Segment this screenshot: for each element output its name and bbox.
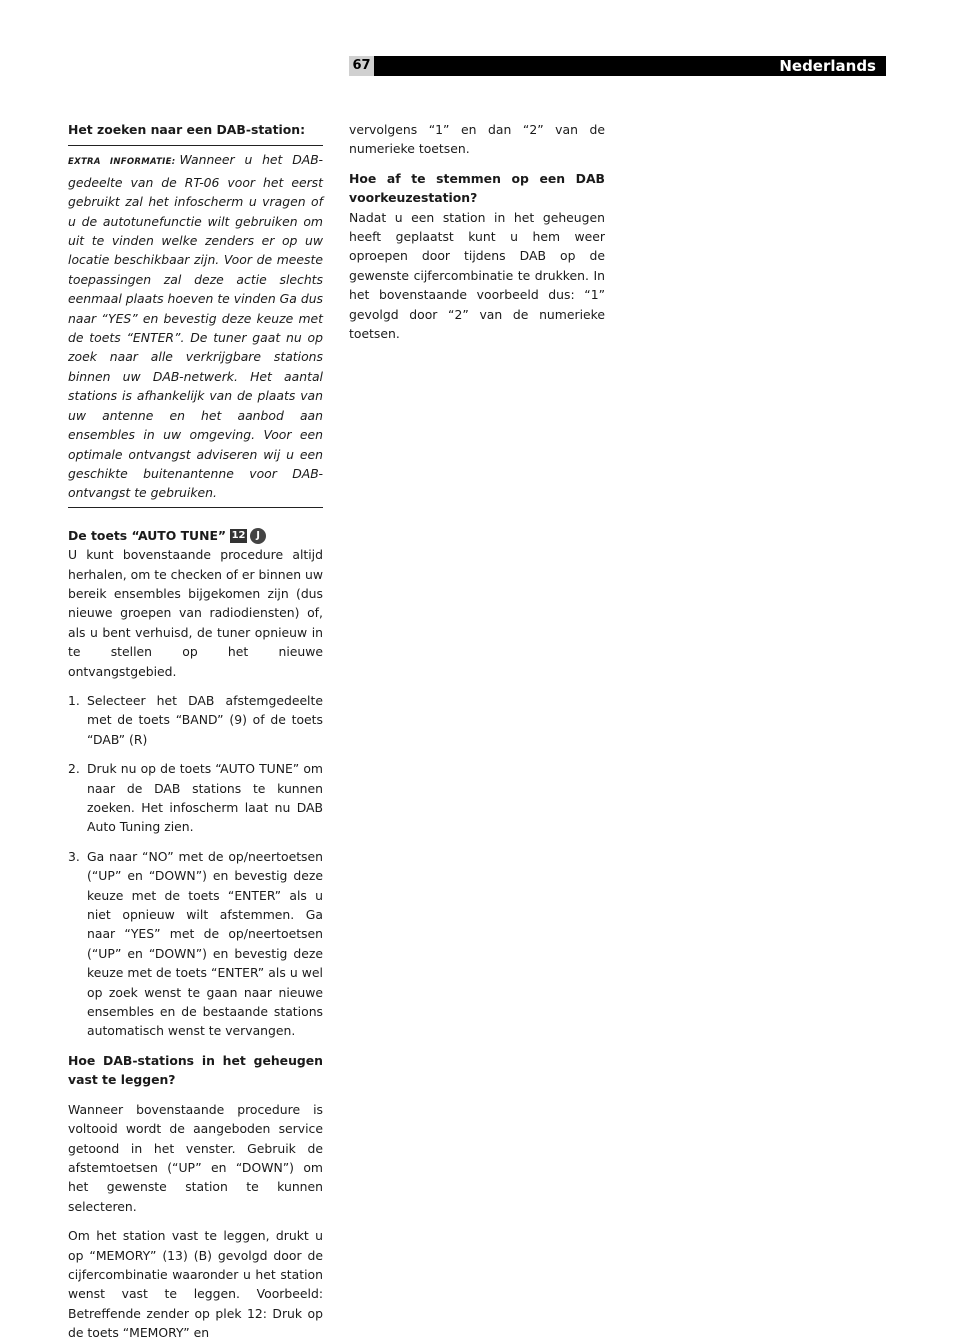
steps-list	[68, 691, 323, 1041]
section-store	[68, 1051, 323, 1343]
list-item	[68, 847, 323, 1041]
list-item	[68, 691, 323, 749]
step-text: Ga naar “NO” met de op/neertoetsen (“UP” en “DOWN”) en bevestig deze keuze met de toets “ENTER” als u niet opnieuw wilt afstemmen. Ga naar “YES” met de op/neertoetsen (“UP” en “DOWN”) en bevestig deze keuze met de toets “ENTER” als u wel op zoek wenst te gaan naar nieuwe ensembles en de bestaande stations automatisch wenst te vervangen.	[87, 848, 323, 1039]
note-text: Wanneer u het DAB-gedeelte van de RT-06 voor het eerst gebruikt zal het infoscherm u vragen of u de autotunefunctie wilt gebruiken om uit te vinden welke zenders er op uw locatie beschikbaar zijn. Voor de meeste toepassingen zal deze actie slechts eenmaal plaats hoeven te vinden Ga dus naar “YES” en bevestig deze keuze met de toets “ENTER”. De tuner gaat nu op zoek naar alle verkrijgbare stations binnen uw DAB-netwerk. Het aantal stations is afhankelijk van de plaats van uw antenne en het aanbod aan ensembles in uw omgeving. Voor een optimale ontvangst adviseren wij u een geschikte buitenantenne voor DAB-ontvangst te gebruiken.	[68, 152, 323, 501]
step-number: 1.	[68, 692, 80, 708]
paragraph-store-1: Wanneer bovenstaande procedure is voltooid wordt de aangeboden service getoond in het venster. Gebruik de afstemtoetsen (“UP” en “DOWN”) om het gewenste station te kunnen selecteren.	[68, 1101, 323, 1214]
paragraph-recall: Nadat u een station in het geheugen heeft geplaatst kunt u hem weer oproepen door tijdens DAB op de gewenste cijfercombinatie te drukken. In het bovenstaande voorbeeld dus: “1” gevolgd door “2” van de numerieke toetsen.	[349, 209, 605, 342]
step-number: 2.	[68, 761, 80, 777]
left-column	[68, 120, 323, 1343]
note-label: EXTRA INFORMATIE:	[68, 157, 176, 168]
heading-search-dab: Het zoeken naar een DAB-station:	[68, 122, 306, 137]
language-header: Nederlands	[374, 56, 886, 76]
step-number: 3.	[68, 848, 80, 864]
list-item	[68, 759, 323, 837]
page-number: 67	[349, 56, 374, 76]
key-j-badge: J	[250, 528, 266, 544]
extra-info-note	[68, 145, 323, 507]
paragraph-store-2: Om het station vast te leggen, drukt u op “MEMORY” (13) (B) gevolgd door de cijfercombinatie waaronder u het station wenst vast te leggen. Voorbeeld: Betreffende zender op plek 12: Druk op de toets “MEMORY” en	[68, 1228, 323, 1341]
paragraph-auto-tune: U kunt bovenstaande procedure altijd herhalen, om te checken of er binnen uw bereik ensembles bijgekomen zijn (dus nieuwe groepen van radiodiensten) of, als u bent verhuisd, de tuner opnieuw in te stellen op het nieuwe ontvangstgebied.	[68, 547, 323, 679]
section-auto-tune	[68, 526, 323, 1041]
heading-auto-tune-label: De toets “AUTO TUNE”	[68, 527, 227, 543]
heading-store: Hoe DAB-stations in het geheugen vast te leggen?	[68, 1052, 323, 1088]
heading-auto-tune	[68, 526, 323, 545]
key-12-badge: 12	[231, 530, 246, 542]
step-text: Druk nu op de toets “AUTO TUNE” om naar de DAB stations te kunnen zoeken. Het infoscherm laat nu DAB Auto Tuning zien.	[87, 761, 323, 835]
step-text: Selecteer het DAB afstemgedeelte met de toets “BAND” (9) of de toets “DAB” (R)	[87, 692, 323, 747]
paragraph-continued: vervolgens “1” en dan “2” van de numerieke toetsen.	[349, 122, 605, 157]
right-column	[349, 120, 605, 343]
heading-recall: Hoe af te stemmen op een DAB voorkeuzestation?	[349, 170, 605, 206]
